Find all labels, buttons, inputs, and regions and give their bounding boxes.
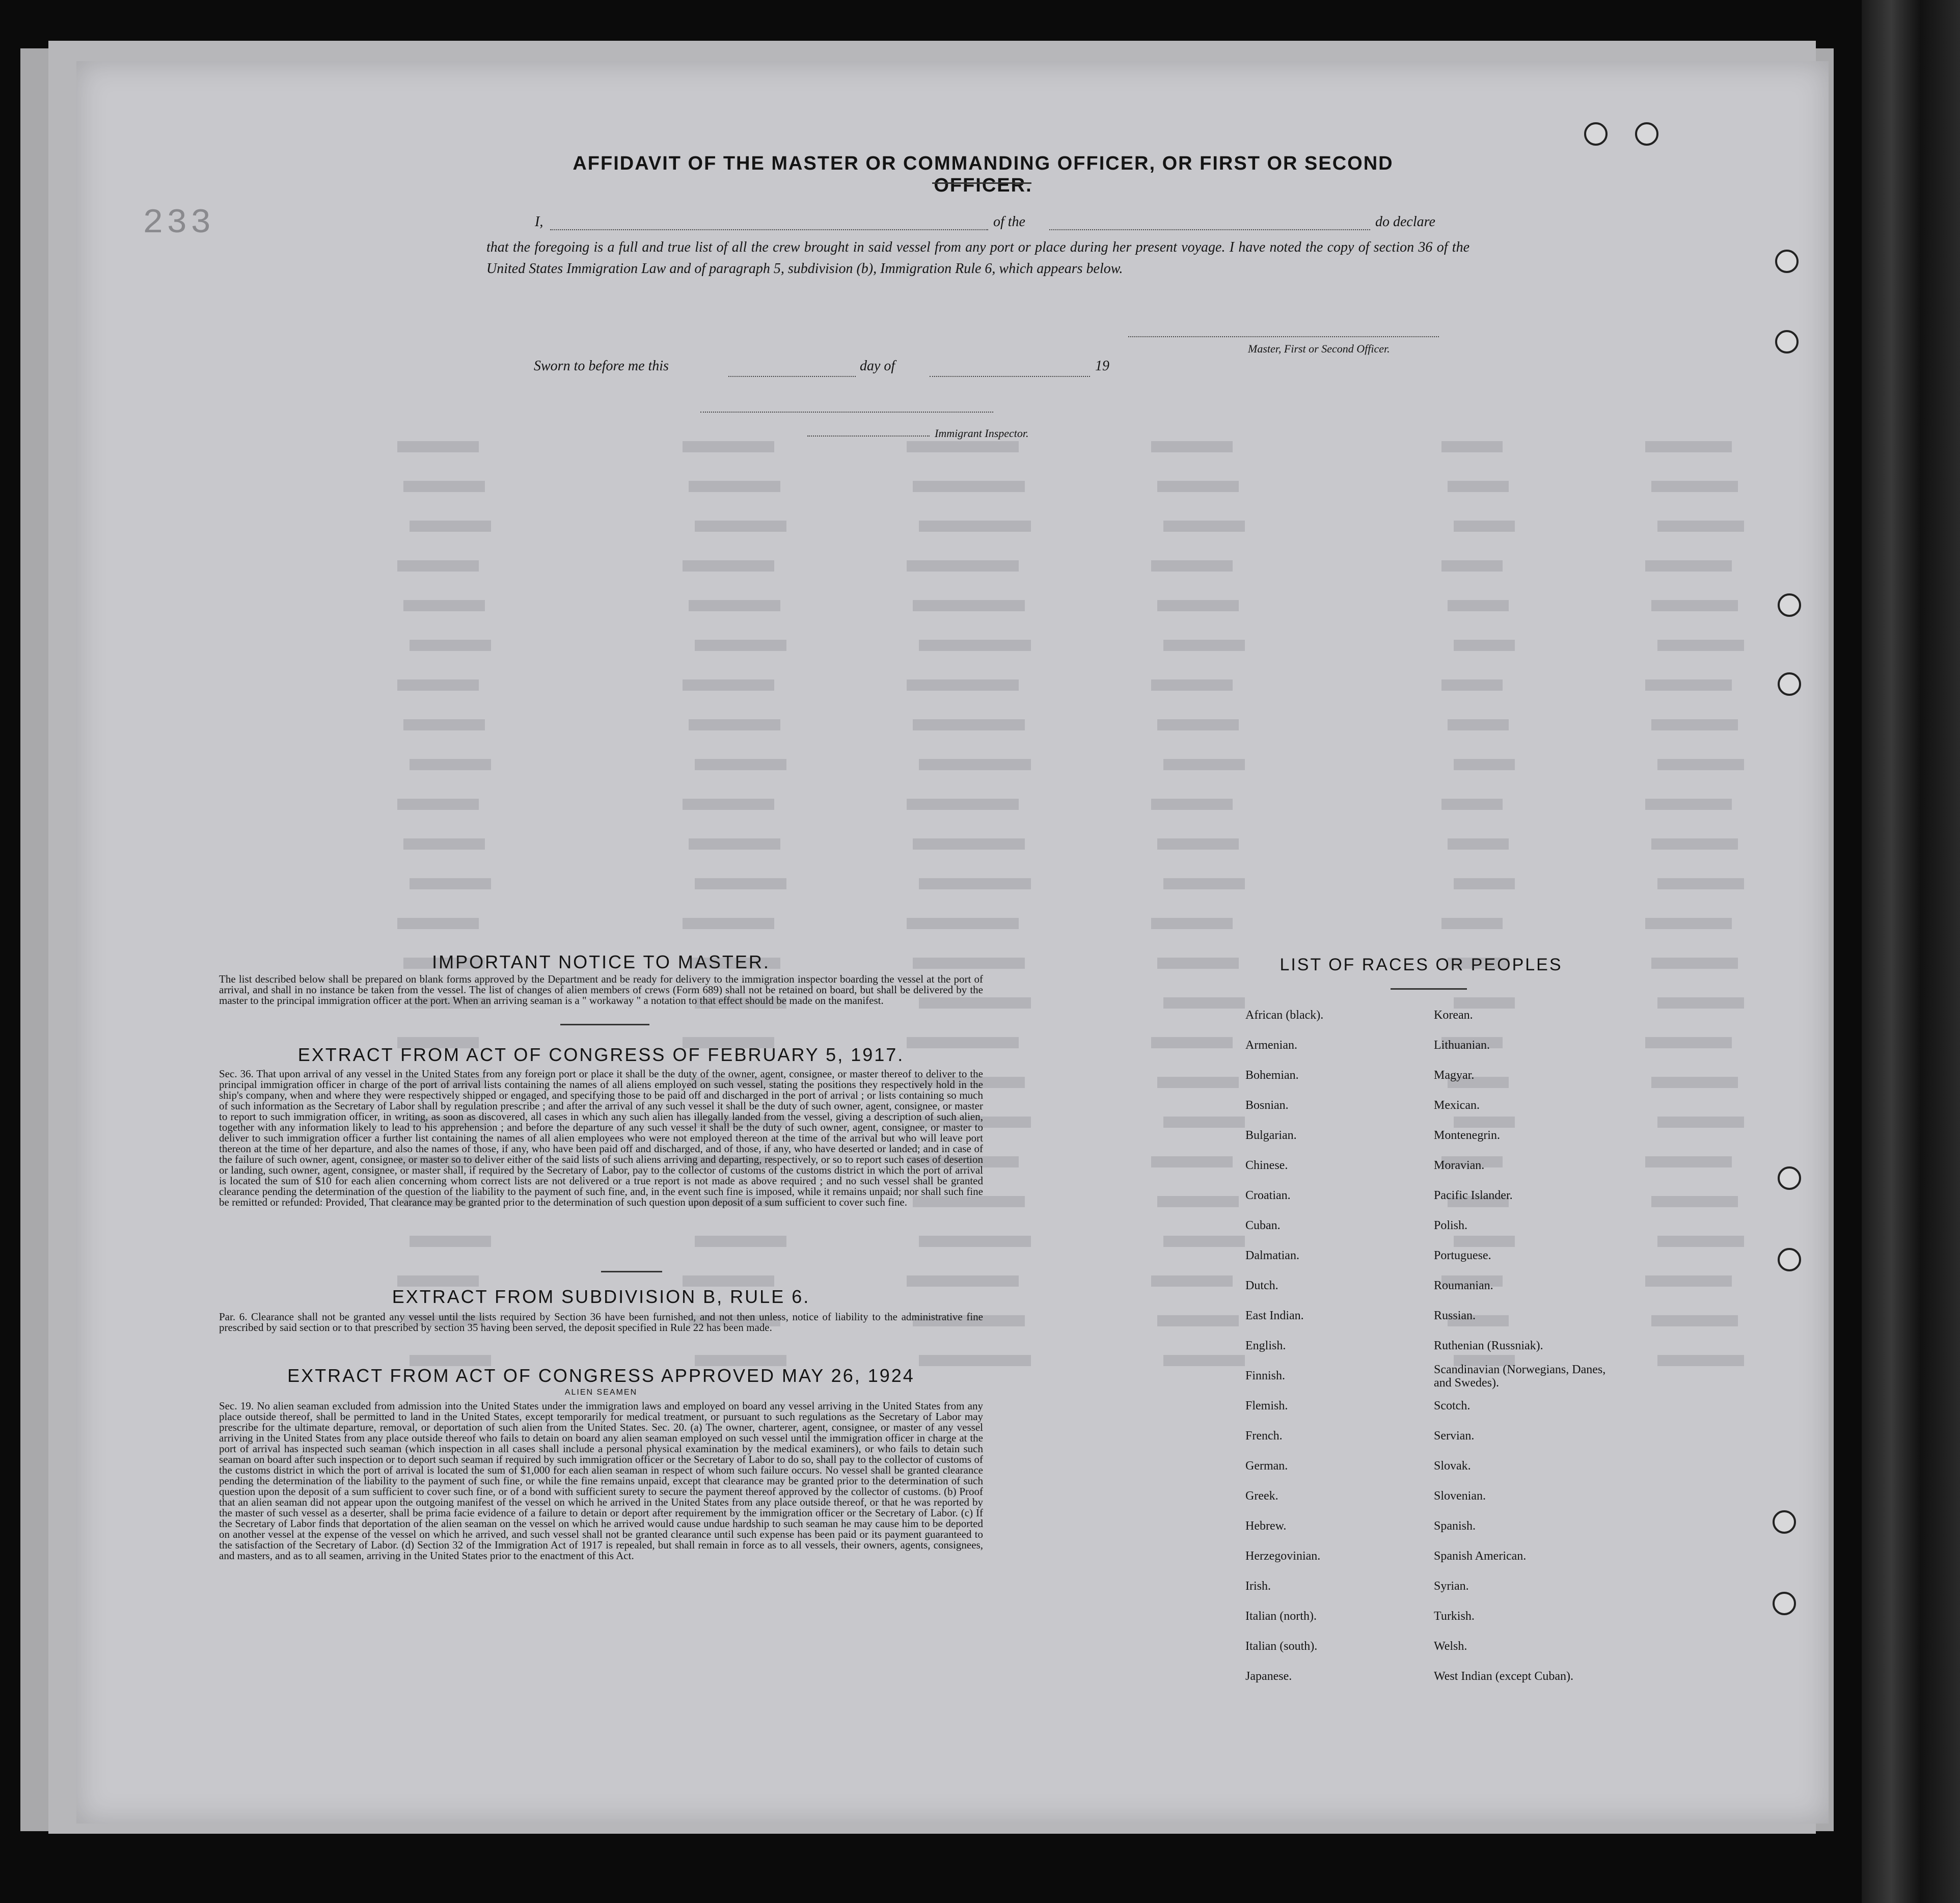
affidavit-i: I,: [535, 214, 543, 230]
rule6-title: EXTRACT FROM SUBDIVISION B, RULE 6.: [392, 1286, 810, 1307]
bleed-through-row: [397, 756, 1773, 774]
bleed-through-mark: [1151, 918, 1233, 929]
bleed-through-mark: [689, 719, 780, 730]
race-item: Slovak.: [1434, 1459, 1471, 1473]
bleed-through-mark: [683, 1275, 774, 1287]
bleed-through-row: [397, 438, 1773, 456]
bleed-through-mark: [1163, 759, 1245, 770]
race-item: Italian (north).: [1245, 1610, 1317, 1623]
bleed-through-mark: [1157, 1196, 1239, 1207]
punch-hole: [1775, 330, 1799, 354]
bleed-through-mark: [397, 679, 479, 691]
race-item: Bosnian.: [1245, 1099, 1289, 1112]
bleed-through-mark: [410, 1236, 491, 1247]
race-item: Scandinavian (Norwegians, Danes, and Swedes).: [1434, 1363, 1606, 1390]
bleed-through-mark: [919, 878, 1031, 889]
bleed-through-mark: [397, 560, 479, 572]
bleed-through-row: [397, 478, 1773, 496]
bleed-through-row: [397, 716, 1773, 735]
inspector-line: [700, 412, 993, 413]
bleed-through-mark: [1441, 441, 1503, 452]
bleed-through-mark: [1454, 640, 1515, 651]
bleed-through-mark: [689, 481, 780, 492]
bleed-through-mark: [1454, 521, 1515, 532]
race-item: Croatian.: [1245, 1189, 1291, 1202]
bleed-through-mark: [1163, 640, 1245, 651]
race-item: East Indian.: [1245, 1309, 1304, 1322]
race-item: Spanish American.: [1434, 1549, 1527, 1563]
races-title: LIST OF RACES OR PEOPLES: [1280, 955, 1563, 974]
bleed-through-row: [397, 557, 1773, 576]
sworn-day-line: [728, 376, 856, 377]
bleed-through-mark: [403, 838, 485, 850]
race-item: French.: [1245, 1429, 1283, 1443]
bleed-through-mark: [1645, 799, 1732, 810]
bleed-through-mark: [410, 521, 491, 532]
rule6-body: Par. 6. Clearance shall not be granted any vessel until the lists required by Section 36 have been furnished, and not then unless, notice of liability to the administrative fine prescribed by said section or to that prescribed by section 35 having been served, the deposit specified in Rule 22 has been made.: [219, 1311, 983, 1334]
race-item: Bohemian.: [1245, 1069, 1299, 1082]
bleed-through-mark: [1651, 958, 1738, 969]
bleed-through-mark: [907, 799, 1019, 810]
section-rule: [560, 1024, 649, 1025]
bleed-through-mark: [1657, 1236, 1744, 1247]
bleed-through-mark: [1448, 481, 1509, 492]
bleed-through-mark: [1441, 560, 1503, 572]
bleed-through-mark: [1454, 759, 1515, 770]
race-item: Pacific Islander.: [1434, 1189, 1513, 1202]
bleed-through-mark: [683, 799, 774, 810]
race-item: Polish.: [1434, 1219, 1468, 1232]
bleed-through-mark: [1454, 878, 1515, 889]
bleed-through-mark: [1651, 481, 1738, 492]
bleed-through-mark: [1651, 1315, 1738, 1326]
race-item: Mexican.: [1434, 1099, 1480, 1112]
affidavit-do-declare: do declare: [1375, 214, 1435, 230]
bleed-through-mark: [403, 481, 485, 492]
bleed-through-row: [397, 796, 1773, 814]
race-item: Roumanian.: [1434, 1279, 1493, 1292]
bleed-through-mark: [1448, 838, 1509, 850]
bleed-through-mark: [1657, 1117, 1744, 1128]
bleed-through-mark: [1651, 838, 1738, 850]
race-item: Scotch.: [1434, 1399, 1471, 1412]
bleed-through-mark: [1651, 1196, 1738, 1207]
race-item: Russian.: [1434, 1309, 1476, 1322]
bleed-through-mark: [1448, 600, 1509, 611]
race-item: Portuguese.: [1434, 1249, 1491, 1262]
bleed-through-mark: [1163, 1117, 1245, 1128]
bleed-through-mark: [695, 640, 786, 651]
bleed-through-row: [397, 637, 1773, 655]
bleed-through-row: [397, 676, 1773, 695]
bleed-through-mark: [410, 759, 491, 770]
bleed-through-mark: [1157, 481, 1239, 492]
bleed-through-mark: [1448, 719, 1509, 730]
bleed-through-mark: [913, 600, 1025, 611]
bleed-through-mark: [1657, 640, 1744, 651]
bleed-through-mark: [1441, 799, 1503, 810]
extract-1924-body: Sec. 19. No alien seaman excluded from admission into the United States under the immigration laws and employed on board any vessel arriving in the United States from any place outside thereof, shall be permitted to land in the United States, except temporarily for medical treatment, or pursuant to such regulations as the Secretary of Labor may prescribe for the ultimate departure, removal, or deportation of such alien from the United States. Sec. 20. (a) The owner, charterer, agent, consignee, or master of any vessel arriving in the United States from any place outside thereof who fails to detain on board any alien seaman employed on such vessel until the immigration officer in charge at the port of arrival has inspected such seaman (which inspection in all cases shall include a personal physical examination by the medical examiners), or who fails to detain such seaman on board after such inspection or to deport such seaman if required by such immigration officer or the Secretary of Labor to do so, shall pay to the collector of customs of the customs district in which the port of arrival is located the sum of $1,000 for each alien seaman in respect of whom such failure occurs. No vessel shall be granted clearance pending the determination of the liability to the payment of such fine, or while the fine remains unpaid, except that clearance may be granted prior to the determination of such question upon the deposit of a sum sufficient to cover such fine, or of a bond with sufficient surety to secure the payment thereof approved by the collector of customs. (b) Proof that an alien seaman did not appear upon the outgoing manifest of the vessel on which he arrived in the United States from any place outside thereof, or that he was reported by the master of such vessel as a deserter, shall be prima facie evidence of a failure to detain or deport after requirement by the immigration officer or the Secretary of Labor. (c) If the Secretary of Labor finds that deportation of the alien seaman on the vessel on which he arrived would cause undue hardship to such seaman he may cause him to be deported on another vessel at the expense of the vessel on which he arrived, and such vessel shall not be granted clearance until such expense has been paid or its payment guaranteed to the satisfaction of the Secretary of Labor. (d) Section 32 of the Immigration Act of 1917 is repealed, but shall remain in force as to all vessels, their owners, agents, consignees, and masters, and as to all seamen, arriving in the United States prior to the enactment of this Act.: [219, 1400, 983, 1562]
bleed-through-mark: [1651, 719, 1738, 730]
extract-1924-title: EXTRACT FROM ACT OF CONGRESS APPROVED MAY 26, 1924: [287, 1365, 915, 1386]
bleed-through-mark: [410, 878, 491, 889]
bleed-through-row: [397, 915, 1773, 933]
bleed-through-mark: [1454, 997, 1515, 1009]
bleed-through-mark: [1151, 679, 1233, 691]
race-item: Welsh.: [1434, 1640, 1467, 1653]
notice-body: The list described below shall be prepared on blank forms approved by the Department and be ready for delivery to the immigration inspector boarding the vessel at the port of arrival, and shall in no instance be taken from the vessel. The list of changes of alien members of crews (Form 689) shall not be retained on board, but shall be delivered by the master to the principal immigration officer at the port. When an arriving seaman is a " workaway " a notation to that effect should be made on the manifest.: [219, 973, 983, 1007]
bleed-through-mark: [907, 560, 1019, 572]
binding-edge: [1862, 0, 1960, 1903]
bleed-through-mark: [1657, 878, 1744, 889]
punch-hole: [1778, 1248, 1801, 1271]
bleed-through-mark: [1163, 997, 1245, 1009]
title-rule: [932, 182, 1031, 184]
vessel-blank-line: [1049, 229, 1370, 230]
bleed-through-mark: [1163, 878, 1245, 889]
bleed-through-mark: [913, 719, 1025, 730]
bleed-through-mark: [1657, 759, 1744, 770]
bleed-through-mark: [1163, 1355, 1245, 1366]
bleed-through-mark: [1645, 1275, 1732, 1287]
inspector-label: Immigrant Inspector.: [935, 427, 1029, 440]
inspector-line-2: [807, 436, 930, 437]
bleed-through-mark: [403, 719, 485, 730]
bleed-through-mark: [397, 1275, 479, 1287]
bleed-through-mark: [1163, 1236, 1245, 1247]
race-item: Finnish.: [1245, 1369, 1286, 1382]
day-of-label: day of: [860, 358, 895, 374]
bleed-through-mark: [1645, 1037, 1732, 1048]
punch-hole: [1584, 122, 1608, 146]
bleed-through-number: 233: [143, 204, 214, 243]
punch-hole: [1635, 122, 1658, 146]
bleed-through-mark: [1157, 1077, 1239, 1088]
bleed-through-mark: [919, 640, 1031, 651]
race-item: Herzegovinian.: [1245, 1549, 1321, 1563]
bleed-through-mark: [410, 640, 491, 651]
bleed-through-mark: [1151, 1275, 1233, 1287]
bleed-through-mark: [1151, 1037, 1233, 1048]
bleed-through-mark: [1645, 441, 1732, 452]
race-item: Cuban.: [1245, 1219, 1281, 1232]
bleed-through-mark: [1151, 441, 1233, 452]
race-item: German.: [1245, 1459, 1288, 1473]
race-item: Spanish.: [1434, 1519, 1476, 1533]
race-item: Armenian.: [1245, 1039, 1297, 1052]
bleed-through-mark: [907, 1275, 1019, 1287]
bleed-through-mark: [907, 679, 1019, 691]
section-rule: [601, 1271, 662, 1272]
bleed-through-mark: [1454, 1236, 1515, 1247]
race-item: Ruthenian (Russniak).: [1434, 1339, 1543, 1352]
bleed-through-mark: [410, 1355, 491, 1366]
bleed-through-mark: [683, 560, 774, 572]
extract-1917-title: EXTRACT FROM ACT OF CONGRESS OF FEBRUARY 5, 1917.: [297, 1044, 905, 1065]
race-item: Korean.: [1434, 1009, 1473, 1022]
bleed-through-mark: [1163, 521, 1245, 532]
bleed-through-mark: [919, 759, 1031, 770]
race-item: Syrian.: [1434, 1580, 1469, 1593]
bleed-through-mark: [913, 481, 1025, 492]
bleed-through-mark: [1151, 560, 1233, 572]
extract-1924-subtitle: ALIEN SEAMEN: [564, 1388, 638, 1397]
bleed-through-mark: [683, 918, 774, 929]
bleed-through-mark: [1441, 918, 1503, 929]
bleed-through-mark: [907, 441, 1019, 452]
race-item: Irish.: [1245, 1580, 1271, 1593]
race-item: Montenegrin.: [1434, 1129, 1500, 1142]
bleed-through-mark: [1651, 600, 1738, 611]
month-line: [930, 376, 1090, 377]
bleed-through-mark: [919, 1355, 1031, 1366]
race-item: Italian (south).: [1245, 1640, 1318, 1653]
extract-1917-body: Sec. 36. That upon arrival of any vessel in the United States from any foreign port or place it shall be the duty of the owner, agent, consignee, or master thereof to deliver to the principal immigration officer in charge of the port of arrival lists containing the names of all aliens employed on such vessel, stating the positions they respectively hold in the ship's company, when and where they were respectively shipped or engaged, and specifying those to be paid off and discharged in the port of arrival ; or lists containing so much of such information as the Secretary of Labor shall by regulation prescribe ; and after the arrival of any such vessel it shall be the duty of such owner, agent, consignee, or master to report to such immigration officer, in writing, as soon as discovered, all cases in which any such alien has illegally landed from the vessel, giving a description of such alien, together with any information likely to lead to his apprehension ; and before the departure of any such vessel it shall be the duty of such owner, agent, consignee, or master to deliver to such immigration officer a further list containing the names of all alien employees who were not employed thereon at the time of the arrival but who will leave port thereon at the time of her departure, and also the names of those, if any, who have been paid off and discharged, and of those, if any, who have deserted or landed; and in case of the failure of such owner, agent, consignee, or master so to deliver either of the said lists of such aliens arriving and departing, respectively, or so to report such cases of desertion or landing, such owner, agent, consignee, or master shall, if required by the Secretary of Labor, pay to the collector of customs of the customs district in which the port of arrival is located the sum of $10 for each alien concerning whom correct lists are not delivered or a true report is not made as above required ; and no such vessel shall be granted clearance pending the determination of the question of the liability to the payment of such fine, and, in the event such fine is imposed, while it remains unpaid; nor shall such fine be remitted or refunded: Provided, That clearance may be granted prior to the determination of such question upon deposit of a sum sufficient to cover such fine.: [219, 1068, 983, 1208]
bleed-through-mark: [919, 1236, 1031, 1247]
bleed-through-mark: [1645, 1156, 1732, 1167]
bleed-through-mark: [683, 441, 774, 452]
bleed-through-mark: [683, 679, 774, 691]
bleed-through-mark: [1151, 1156, 1233, 1167]
bleed-through-mark: [1151, 799, 1233, 810]
bleed-through-row: [397, 835, 1773, 854]
bleed-through-mark: [1645, 679, 1732, 691]
race-item: Greek.: [1245, 1489, 1278, 1503]
punch-hole: [1773, 1592, 1796, 1615]
bleed-through-row: [397, 875, 1773, 893]
punch-hole: [1778, 672, 1801, 696]
bleed-through-mark: [1651, 1077, 1738, 1088]
bleed-through-row: [397, 1233, 1773, 1251]
race-item: Japanese.: [1245, 1670, 1292, 1683]
bleed-through-mark: [695, 878, 786, 889]
punch-hole: [1775, 250, 1799, 273]
race-item: Magyar.: [1434, 1069, 1475, 1082]
bleed-through-mark: [1441, 679, 1503, 691]
signature-line: [1128, 336, 1439, 337]
bleed-through-mark: [1657, 997, 1744, 1009]
bleed-through-mark: [397, 441, 479, 452]
bleed-through-mark: [1157, 600, 1239, 611]
bleed-through-mark: [1657, 521, 1744, 532]
bleed-through-mark: [913, 838, 1025, 850]
race-item: English.: [1245, 1339, 1286, 1352]
bleed-through-mark: [689, 600, 780, 611]
notice-title: IMPORTANT NOTICE TO MASTER.: [432, 952, 770, 972]
signature-label: Master, First or Second Officer.: [1248, 342, 1390, 355]
bleed-through-mark: [1657, 1355, 1744, 1366]
bleed-through-mark: [695, 521, 786, 532]
bleed-through-mark: [919, 521, 1031, 532]
race-item: Slovenian.: [1434, 1489, 1486, 1503]
bleed-through-mark: [1157, 719, 1239, 730]
race-item: Dutch.: [1245, 1279, 1278, 1292]
punch-hole: [1773, 1510, 1796, 1534]
bleed-through-mark: [1645, 560, 1732, 572]
sworn-label: Sworn to before me this: [534, 358, 669, 374]
race-item: Servian.: [1434, 1429, 1475, 1443]
race-item: Lithuanian.: [1434, 1039, 1490, 1052]
race-item: West Indian (except Cuban).: [1434, 1670, 1573, 1683]
race-item: African (black).: [1245, 1009, 1324, 1022]
bleed-through-row: [397, 597, 1773, 615]
bleed-through-mark: [403, 600, 485, 611]
bleed-through-mark: [907, 918, 1019, 929]
bleed-through-mark: [695, 1236, 786, 1247]
bleed-through-row: [397, 518, 1773, 536]
punch-hole: [1778, 1166, 1801, 1190]
bleed-through-mark: [1157, 838, 1239, 850]
race-item: Dalmatian.: [1245, 1249, 1299, 1262]
affidavit-body: that the foregoing is a full and true list of all the crew brought in said vessel from any port or place during her present voyage. I have noted the copy of section 36 of the United States Immigration Law and of paragraph 5, subdivision (b), Immigration Rule 6, which appears below.: [486, 239, 1469, 277]
bleed-through-mark: [1157, 958, 1239, 969]
bleed-through-mark: [695, 1355, 786, 1366]
races-rule: [1391, 988, 1467, 990]
bleed-through-mark: [1157, 1315, 1239, 1326]
affidavit-title: AFFIDAVIT OF THE MASTER OR COMMANDING OFFICER, OR FIRST OR SECOND OFFICER.: [573, 153, 1394, 196]
race-item: Chinese.: [1245, 1159, 1288, 1172]
race-item: Moravian.: [1434, 1159, 1485, 1172]
race-item: Bulgarian.: [1245, 1129, 1297, 1142]
year-label: 19: [1095, 358, 1109, 374]
punch-hole: [1778, 593, 1801, 617]
bleed-through-mark: [397, 918, 479, 929]
bleed-through-mark: [1454, 1117, 1515, 1128]
race-item: Flemish.: [1245, 1399, 1288, 1412]
affidavit-of-the: of the: [993, 214, 1025, 230]
bleed-through-mark: [397, 799, 479, 810]
bleed-through-mark: [1645, 918, 1732, 929]
bleed-through-mark: [689, 838, 780, 850]
bleed-through-mark: [695, 759, 786, 770]
race-item: Hebrew.: [1245, 1519, 1287, 1533]
name-blank-line: [550, 229, 988, 230]
race-item: Turkish.: [1434, 1610, 1475, 1623]
